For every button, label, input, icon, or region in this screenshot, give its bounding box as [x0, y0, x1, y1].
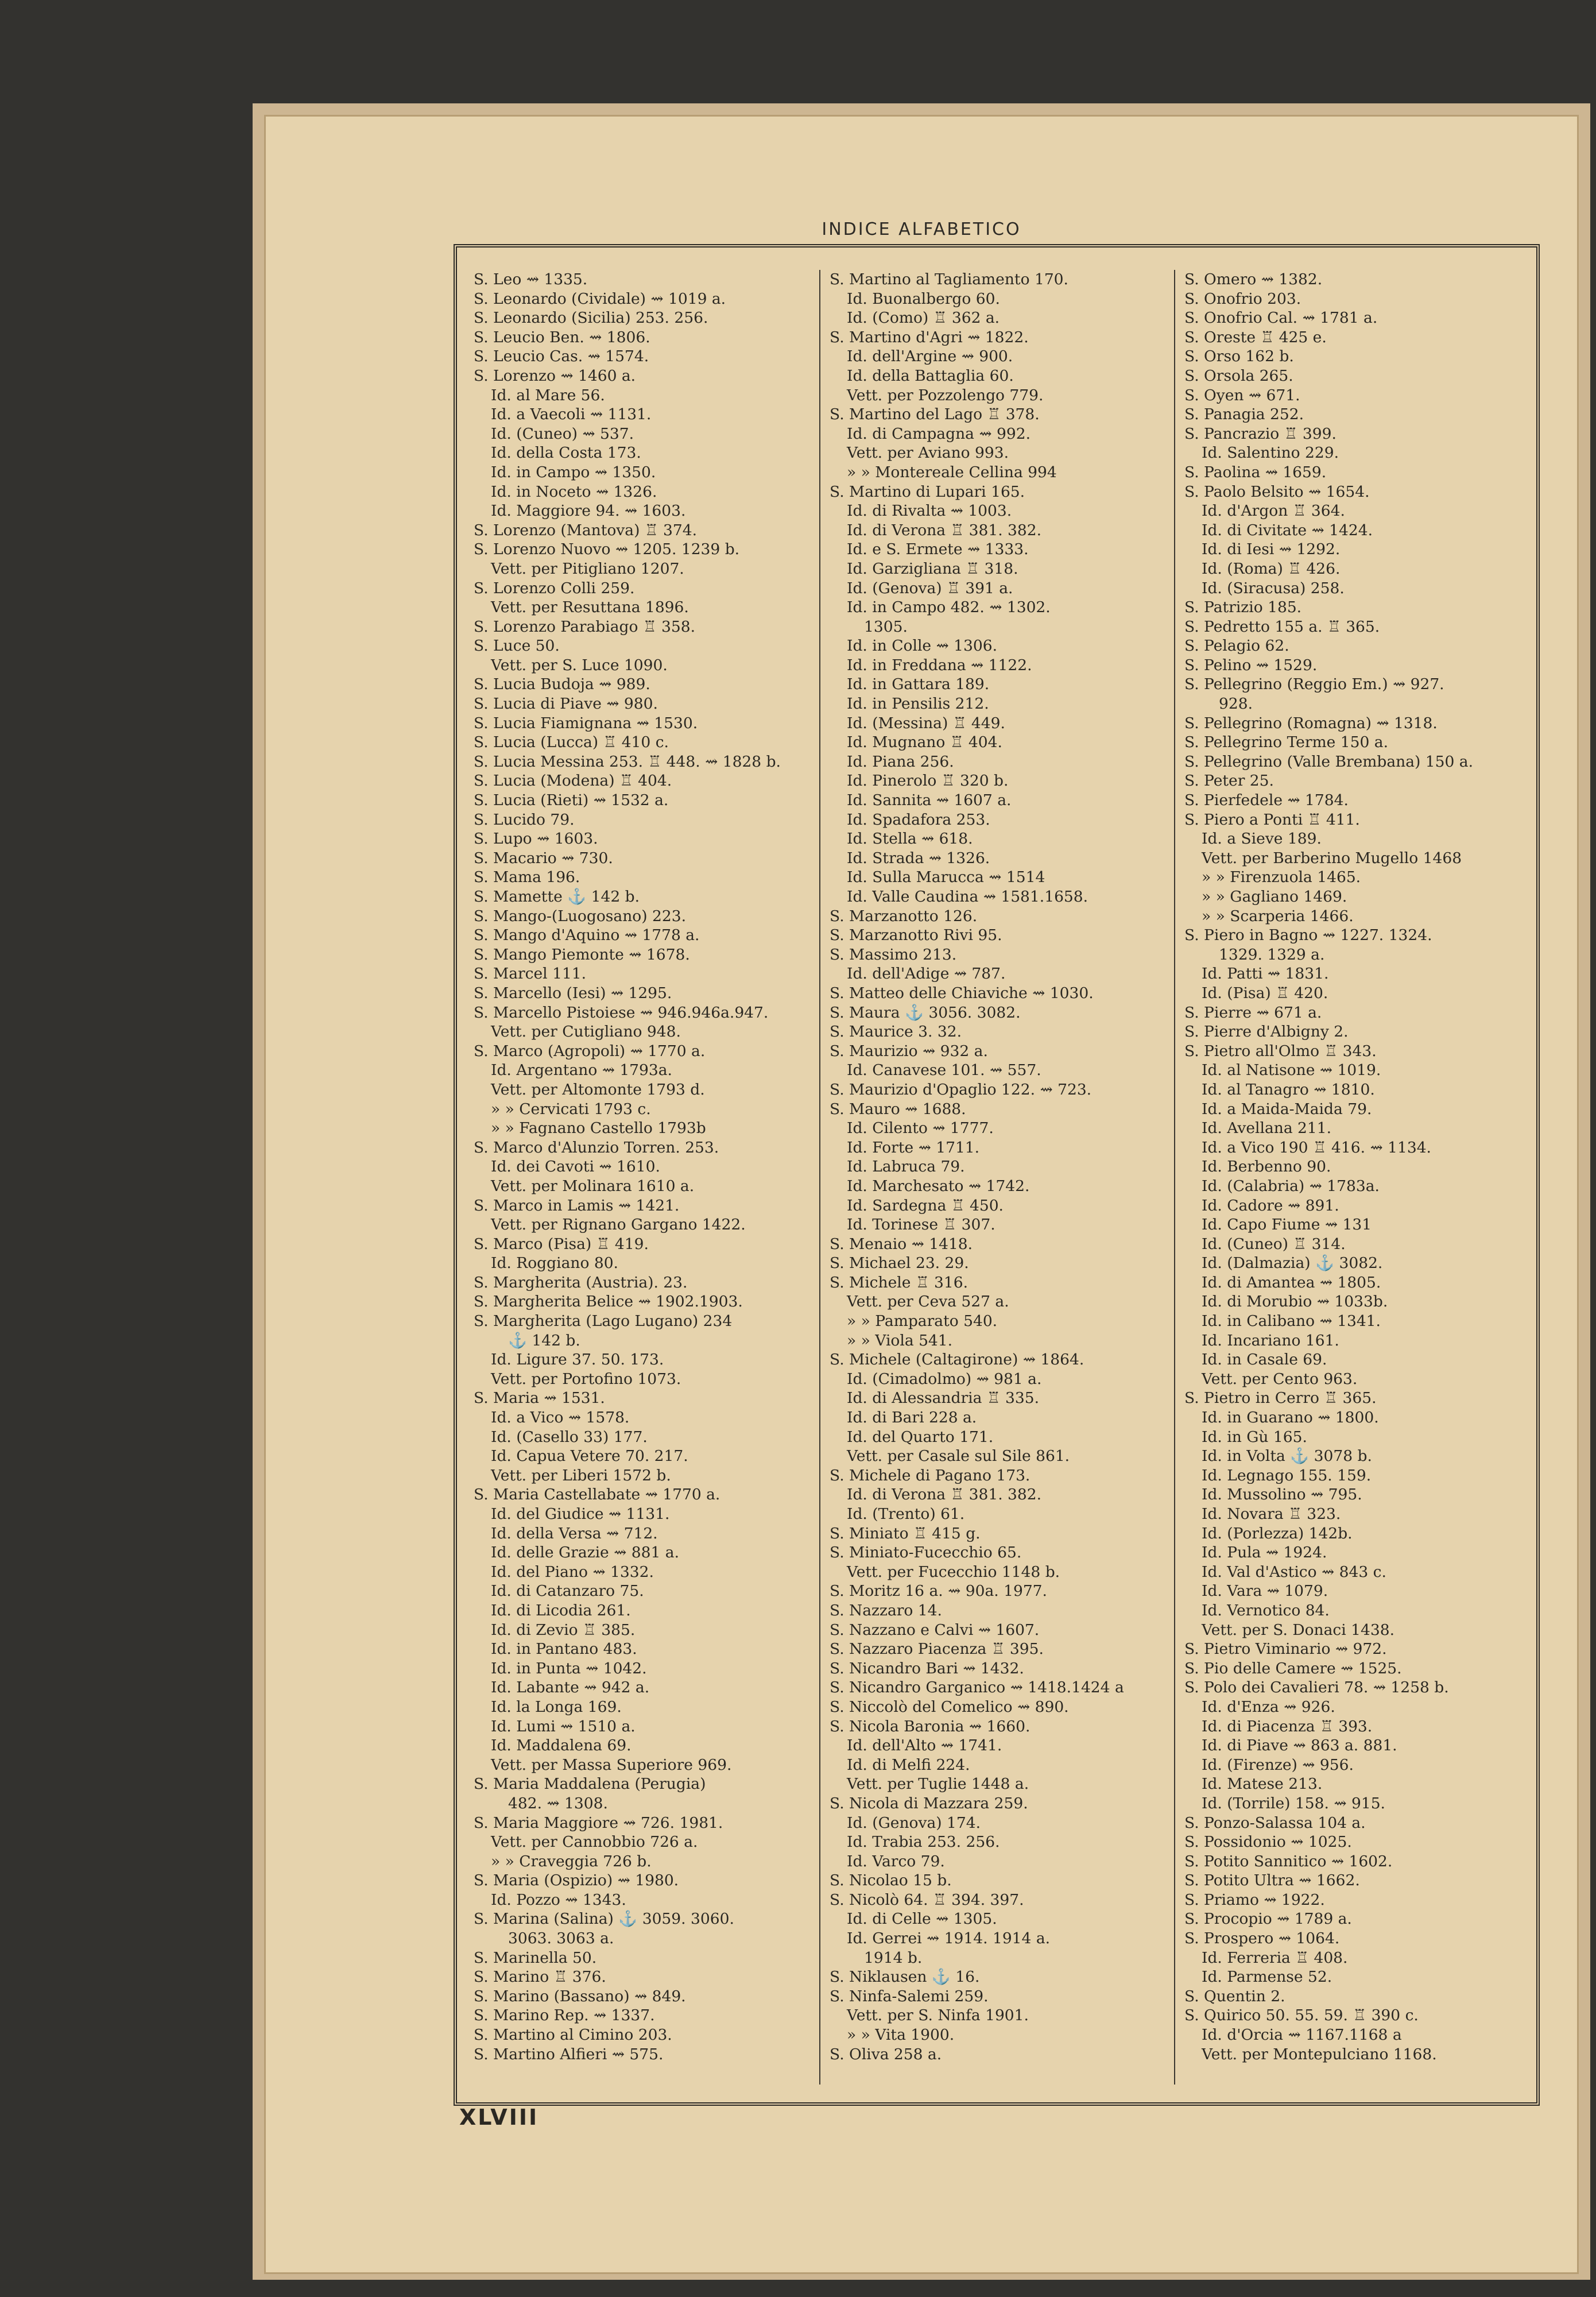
- index-entry: S. Marco d'Alunzio Torren. 253.: [474, 1138, 719, 1157]
- index-entry: Id. Matese 213.: [1202, 1775, 1323, 1793]
- index-entry: S. Pierre ⇝ 671 a.: [1184, 1003, 1322, 1022]
- index-entry: S. Margherita Belice ⇝ 1902.1903.: [474, 1293, 743, 1311]
- index-entry: Id. Maggiore 94. ⇝ 1603.: [491, 502, 686, 520]
- index-entry: S. Pedretto 155 a. ♖ 365.: [1184, 617, 1380, 636]
- index-entry: S. Pellegrino (Reggio Em.) ⇝ 927.: [1184, 675, 1444, 694]
- index-entry: Id. di Zevio ♖ 385.: [491, 1621, 636, 1639]
- index-entry: Vett. per Cento 963.: [1202, 1370, 1358, 1388]
- index-entry: Id. Berbenno 90.: [1202, 1158, 1331, 1176]
- index-entry: Id. Canavese 101. ⇝ 557.: [847, 1061, 1041, 1080]
- index-entry: S. Martino al Cimino 203.: [474, 2026, 672, 2044]
- index-entry: Vett. per Aviano 993.: [847, 444, 1009, 462]
- index-entry: S. Pellegrino (Valle Brembana) 150 a.: [1184, 752, 1474, 771]
- index-entry: Vett. per Fucecchio 1148 b.: [847, 1563, 1060, 1581]
- index-entry: Id. in Pantano 483.: [491, 1640, 637, 1658]
- index-entry: 3063. 3063 a.: [508, 1929, 614, 1948]
- index-entry: S. Mama 196.: [474, 868, 580, 887]
- index-entry: Vett. per Molinara 1610 a.: [491, 1177, 695, 1195]
- index-entry: S. Ponzo-Salassa 104 a.: [1184, 1813, 1366, 1832]
- index-entry: S. Mauro ⇝ 1688.: [830, 1100, 966, 1118]
- index-entry: ⚓ 142 b.: [508, 1331, 580, 1349]
- index-entry: S. Luce 50.: [474, 637, 560, 655]
- index-entry: Id. Mugnano ♖ 404.: [847, 733, 1002, 752]
- index-entry: Vett. per Liberi 1572 b.: [491, 1466, 671, 1484]
- index-entry: Id. Pula ⇝ 1924.: [1202, 1544, 1327, 1562]
- index-entry: Id. (Siracusa) 258.: [1202, 579, 1345, 597]
- index-entry: Id. d'Enza ⇝ 926.: [1202, 1697, 1335, 1716]
- index-entry: S. Macario ⇝ 730.: [474, 849, 613, 867]
- index-entry: Id. Torinese ♖ 307.: [847, 1216, 995, 1234]
- index-entry: S. Onofrio 203.: [1184, 289, 1301, 308]
- index-entry: » » Pamparato 540.: [847, 1312, 998, 1331]
- index-entry: S. Lorenzo Nuovo ⇝ 1205. 1239 b.: [474, 540, 740, 559]
- index-entry: S. Lupo ⇝ 1603.: [474, 830, 598, 848]
- index-entry: S. Martino Alfieri ⇝ 575.: [474, 2045, 664, 2063]
- page-header: INDICE ALFABETICO: [822, 219, 1021, 239]
- index-entry: Id. Pozzo ⇝ 1343.: [491, 1890, 626, 1909]
- index-entry: S. Orsola 265.: [1184, 366, 1293, 385]
- index-entry: S. Marco (Pisa) ♖ 419.: [474, 1235, 649, 1253]
- index-entry: S. Martino d'Agri ⇝ 1822.: [830, 328, 1029, 346]
- index-entry: S. Maria Castellabate ⇝ 1770 a.: [474, 1486, 720, 1504]
- index-entry: Vett. per Montepulciano 1168.: [1202, 2045, 1437, 2063]
- index-entry: S. Lorenzo Parabiago ♖ 358.: [474, 617, 696, 636]
- index-entry: S. Lorenzo Colli 259.: [474, 579, 635, 597]
- index-entry: Id. in Volta ⚓ 3078 b.: [1202, 1447, 1372, 1465]
- index-entry: Id. di Piave ⇝ 863 a. 881.: [1202, 1737, 1397, 1755]
- index-entry: S. Marino (Bassano) ⇝ 849.: [474, 1987, 686, 2005]
- index-entry: Id. Spadafora 253.: [847, 810, 990, 829]
- index-entry: S. Marzanotto 126.: [830, 907, 978, 925]
- index-entry: S. Mango d'Aquino ⇝ 1778 a.: [474, 926, 700, 945]
- index-entry: Vett. per Altomonte 1793 d.: [491, 1080, 705, 1099]
- index-entry: Id. a Sieve 189.: [1202, 830, 1322, 848]
- index-entry: S. Marcello (Iesi) ⇝ 1295.: [474, 984, 672, 1002]
- index-entry: Id. Pinerolo ♖ 320 b.: [847, 772, 1009, 790]
- index-entry: Id. Roggiano 80.: [491, 1254, 618, 1273]
- index-entry: Id. di Civitate ⇝ 1424.: [1202, 521, 1373, 539]
- index-entry: S. Maria ⇝ 1531.: [474, 1389, 605, 1407]
- index-entry: Id. d'Argon ♖ 364.: [1202, 502, 1345, 520]
- index-entry: Id. Capo Fiume ⇝ 131: [1202, 1216, 1372, 1234]
- index-entry: Id. dei Cavoti ⇝ 1610.: [491, 1158, 660, 1176]
- index-entry: Id. dell'Argine ⇝ 900.: [847, 347, 1013, 366]
- index-entry: S. Lucia (Modena) ♖ 404.: [474, 772, 672, 790]
- index-entry: S. Polo dei Cavalieri 78. ⇝ 1258 b.: [1184, 1679, 1449, 1697]
- index-entry: Id. (Torrile) 158. ⇝ 915.: [1202, 1794, 1385, 1812]
- index-entry: S. Mamette ⚓ 142 b.: [474, 888, 640, 906]
- index-column-1: [474, 270, 804, 2064]
- index-entry: S. Leonardo (Sicilia) 253. 256.: [474, 309, 708, 327]
- index-entry: S. Marco (Agropoli) ⇝ 1770 a.: [474, 1042, 706, 1060]
- column-rule-1: [819, 270, 820, 2085]
- index-entry: Id. (Genova) 174.: [847, 1813, 981, 1832]
- index-entry: S. Miniato-Fucecchio 65.: [830, 1544, 1022, 1562]
- index-entry: Id. Legnago 155. 159.: [1202, 1466, 1372, 1484]
- index-entry: S. Pierre d'Albigny 2.: [1184, 1023, 1349, 1041]
- index-entry: Id. al Mare 56.: [491, 386, 605, 404]
- index-entry: S. Nicola di Mazzara 259.: [830, 1794, 1028, 1812]
- index-entry: Id. Ligure 37. 50. 173.: [491, 1351, 664, 1369]
- index-column-3: [1184, 270, 1523, 2064]
- index-entry: Id. Vernotico 84.: [1202, 1601, 1330, 1619]
- index-entry: S. Possidonio ⇝ 1025.: [1184, 1833, 1352, 1851]
- index-entry: Id. di Melfi 224.: [847, 1755, 970, 1774]
- index-entry: » » Viola 541.: [847, 1331, 953, 1349]
- index-entry: S. Menaio ⇝ 1418.: [830, 1235, 973, 1253]
- page-number: XLVIII: [459, 2105, 539, 2130]
- index-entry: S. Oliva 258 a.: [830, 2045, 942, 2063]
- index-entry: Vett. per Resuttana 1896.: [491, 598, 689, 617]
- index-entry: Id. Vara ⇝ 1079.: [1202, 1582, 1328, 1600]
- index-entry: Id. in Pensilis 212.: [847, 695, 989, 713]
- index-entry: S. Quentin 2.: [1184, 1987, 1285, 2005]
- index-entry: S. Marina (Salina) ⚓ 3059. 3060.: [474, 1910, 734, 1928]
- index-entry: S. Martino del Lago ♖ 378.: [830, 405, 1040, 424]
- index-entry: Id. Buonalbergo 60.: [847, 289, 1000, 308]
- index-entry: S. Leucio Ben. ⇝ 1806.: [474, 328, 650, 346]
- index-entry: Id. Lumi ⇝ 1510 a.: [491, 1717, 636, 1735]
- index-entry: S. Maria (Ospizio) ⇝ 1980.: [474, 1871, 679, 1890]
- index-entry: Id. in Punta ⇝ 1042.: [491, 1659, 647, 1677]
- index-entry: Id. in Calibano ⇝ 1341.: [1202, 1312, 1381, 1331]
- index-entry: S. Piero a Ponti ♖ 411.: [1184, 810, 1360, 829]
- index-entry: Id. (Casello 33) 177.: [491, 1428, 648, 1446]
- index-entry: Id. di Licodia 261.: [491, 1601, 631, 1619]
- index-entry: Vett. per Pozzolengo 779.: [847, 386, 1044, 404]
- index-entry: Id. in Gù 165.: [1202, 1428, 1307, 1446]
- index-entry: Vett. per Casale sul Sile 861.: [847, 1447, 1070, 1465]
- index-entry: S. Pelino ⇝ 1529.: [1184, 656, 1318, 674]
- index-entry: S. Maria Maddalena (Perugia): [474, 1775, 706, 1793]
- index-entry: Id. di Campagna ⇝ 992.: [847, 424, 1031, 443]
- index-entry: Id. in Campo 482. ⇝ 1302.: [847, 598, 1051, 617]
- index-entry: Id. (Dalmazia) ⚓ 3082.: [1202, 1254, 1383, 1273]
- index-entry: Id. al Natisone ⇝ 1019.: [1202, 1061, 1381, 1080]
- index-entry: Id. di Rivalta ⇝ 1003.: [847, 502, 1012, 520]
- index-entry: Id. a Vico 190 ♖ 416. ⇝ 1134.: [1202, 1138, 1431, 1157]
- index-entry: » » Gagliano 1469.: [1202, 888, 1347, 906]
- index-entry: S. Mango-(Luogosano) 223.: [474, 907, 686, 925]
- index-entry: Id. della Costa 173.: [491, 444, 641, 462]
- index-entry: Id. Valle Caudina ⇝ 1581.1658.: [847, 888, 1088, 906]
- index-entry: S. Maurice 3. 32.: [830, 1023, 962, 1041]
- index-entry: Id. (Firenze) ⇝ 956.: [1202, 1755, 1354, 1774]
- index-entry: Id. Avellana 211.: [1202, 1119, 1332, 1138]
- index-entry: Id. di Morubio ⇝ 1033b.: [1202, 1293, 1388, 1311]
- index-entry: Id. in Noceto ⇝ 1326.: [491, 482, 657, 501]
- index-entry: S. Marinella 50.: [474, 1948, 597, 1967]
- index-entry: Id. dell'Adige ⇝ 787.: [847, 965, 1006, 983]
- index-entry: S. Marino ♖ 376.: [474, 1968, 606, 1986]
- index-entry: Id. (Messina) ♖ 449.: [847, 714, 1005, 732]
- index-entry: Id. di Amantea ⇝ 1805.: [1202, 1273, 1381, 1291]
- index-entry: S. Nicolao 15 b.: [830, 1871, 952, 1890]
- column-rule-2: [1174, 270, 1175, 2085]
- index-entry: S. Leo ⇝ 1335.: [474, 270, 588, 288]
- index-entry: S. Lorenzo ⇝ 1460 a.: [474, 366, 636, 385]
- index-entry: S. Mango Piemonte ⇝ 1678.: [474, 945, 690, 964]
- index-entry: Id. di Verona ♖ 381. 382.: [847, 521, 1042, 539]
- index-entry: S. Moritz 16 a. ⇝ 90a. 1977.: [830, 1582, 1047, 1600]
- index-entry: Id. di Alessandria ♖ 335.: [847, 1389, 1040, 1407]
- index-entry: Id. a Vaecoli ⇝ 1131.: [491, 405, 652, 424]
- index-entry: S. Maria Maggiore ⇝ 726. 1981.: [474, 1813, 723, 1832]
- index-entry: S. Procopio ⇝ 1789 a.: [1184, 1910, 1352, 1928]
- index-entry: S. Potito Sannitico ⇝ 1602.: [1184, 1852, 1393, 1870]
- index-entry: S. Pio delle Camere ⇝ 1525.: [1184, 1659, 1402, 1677]
- index-entry: Id. di Catanzaro 75.: [491, 1582, 644, 1600]
- index-entry: 1305.: [864, 617, 908, 636]
- index-entry: Id. al Tanagro ⇝ 1810.: [1202, 1080, 1375, 1099]
- index-entry: Id. Incariano 161.: [1202, 1331, 1339, 1349]
- index-entry: Id. Forte ⇝ 1711.: [847, 1138, 980, 1157]
- index-entry: 1329. 1329 a.: [1219, 945, 1325, 964]
- index-entry: » » Firenzuola 1465.: [1202, 868, 1361, 887]
- index-entry: » » Vita 1900.: [847, 2026, 955, 2044]
- index-entry: Id. del Giudice ⇝ 1131.: [491, 1505, 670, 1523]
- index-entry: Id. Gerrei ⇝ 1914. 1914 a.: [847, 1929, 1051, 1948]
- index-entry: Id. d'Orcia ⇝ 1167.1168 a: [1202, 2026, 1402, 2044]
- index-entry: Id. della Battaglia 60.: [847, 366, 1014, 385]
- index-entry: Id. Sulla Marucca ⇝ 1514: [847, 868, 1045, 887]
- index-entry: Id. a Maida-Maida 79.: [1202, 1100, 1372, 1118]
- index-entry: S. Lucia Messina 253. ♖ 448. ⇝ 1828 b.: [474, 752, 781, 771]
- index-entry: S. Pelagio 62.: [1184, 637, 1289, 655]
- index-entry: S. Quirico 50. 55. 59. ♖ 390 c.: [1184, 2006, 1419, 2025]
- index-entry: S. Marzanotto Rivi 95.: [830, 926, 1002, 945]
- index-entry: Id. di Celle ⇝ 1305.: [847, 1910, 997, 1928]
- index-entry: S. Margherita (Austria). 23.: [474, 1273, 688, 1291]
- index-entry: S. Omero ⇝ 1382.: [1184, 270, 1323, 288]
- index-entry: Id. Trabia 253. 256.: [847, 1833, 1000, 1851]
- index-entry: S. Pierfedele ⇝ 1784.: [1184, 791, 1349, 810]
- index-entry: Id. di Piacenza ♖ 393.: [1202, 1717, 1373, 1735]
- index-entry: Id. Stella ⇝ 618.: [847, 830, 973, 848]
- index-entry: Id. Capua Vetere 70. 217.: [491, 1447, 688, 1465]
- index-entry: Id. Strada ⇝ 1326.: [847, 849, 990, 867]
- index-entry: Id. di Iesi ⇝ 1292.: [1202, 540, 1341, 559]
- index-entry: S. Lucia (Rieti) ⇝ 1532 a.: [474, 791, 669, 810]
- index-entry: Vett. per S. Donaci 1438.: [1202, 1621, 1394, 1639]
- index-entry: S. Pancrazio ♖ 399.: [1184, 424, 1337, 443]
- index-entry: S. Lucia Budoja ⇝ 989.: [474, 675, 650, 694]
- index-entry: 1914 b.: [864, 1948, 923, 1967]
- index-entry: Vett. per Ceva 527 a.: [847, 1293, 1009, 1311]
- index-entry: Vett. per S. Ninfa 1901.: [847, 2006, 1029, 2025]
- index-entry: Id. Piana 256.: [847, 752, 954, 771]
- index-entry: S. Matteo delle Chiaviche ⇝ 1030.: [830, 984, 1094, 1002]
- index-entry: Id. in Colle ⇝ 1306.: [847, 637, 998, 655]
- index-entry: S. Marcel 111.: [474, 965, 587, 983]
- index-entry: S. Martino di Lupari 165.: [830, 482, 1025, 501]
- index-entry: S. Margherita (Lago Lugano) 234: [474, 1312, 733, 1331]
- index-entry: S. Marino Rep. ⇝ 1337.: [474, 2006, 655, 2025]
- index-entry: Id. Patti ⇝ 1831.: [1202, 965, 1329, 983]
- index-entry: Id. la Longa 169.: [491, 1697, 622, 1716]
- index-entry: S. Maura ⚓ 3056. 3082.: [830, 1003, 1021, 1022]
- index-entry: Id. di Verona ♖ 381. 382.: [847, 1486, 1042, 1504]
- index-entry: Id. Maddalena 69.: [491, 1737, 632, 1755]
- index-entry: Id. Sardegna ♖ 450.: [847, 1196, 1004, 1215]
- index-entry: S. Nazzano e Calvi ⇝ 1607.: [830, 1621, 1040, 1639]
- index-entry: Id. delle Grazie ⇝ 881 a.: [491, 1544, 680, 1562]
- index-entry: S. Niklausen ⚓ 16.: [830, 1968, 980, 1986]
- index-entry: Id. Parmense 52.: [1202, 1968, 1332, 1986]
- index-entry: Id. Cadore ⇝ 891.: [1202, 1196, 1339, 1215]
- index-entry: S. Pietro Viminario ⇝ 972.: [1184, 1640, 1387, 1658]
- index-entry: Vett. per Pitigliano 1207.: [491, 559, 684, 578]
- index-entry: S. Nicandro Garganico ⇝ 1418.1424 a: [830, 1679, 1124, 1697]
- index-entry: S. Leonardo (Cividale) ⇝ 1019 a.: [474, 289, 726, 308]
- index-entry: Id. (Trento) 61.: [847, 1505, 965, 1523]
- index-entry: Id. in Guarano ⇝ 1800.: [1202, 1409, 1379, 1427]
- index-entry: Id. (Cimadolmo) ⇝ 981 a.: [847, 1370, 1042, 1388]
- index-column-2: [830, 270, 1157, 2064]
- index-entry: Id. Garzigliana ♖ 318.: [847, 559, 1018, 578]
- index-entry: 928.: [1219, 695, 1253, 713]
- index-entry: Id. (Calabria) ⇝ 1783a.: [1202, 1177, 1380, 1195]
- index-entry: Id. (Genova) ♖ 391 a.: [847, 579, 1013, 597]
- index-entry: S. Ninfa-Salemi 259.: [830, 1987, 989, 2005]
- index-entry: S. Pietro all'Olmo ♖ 343.: [1184, 1042, 1377, 1060]
- index-entry: Vett. per Barberino Mugello 1468: [1202, 849, 1462, 867]
- index-entry: S. Pellegrino (Romagna) ⇝ 1318.: [1184, 714, 1438, 732]
- index-entry: Id. (Porlezza) 142b.: [1202, 1524, 1353, 1542]
- index-entry: S. Maurizio d'Opaglio 122. ⇝ 723.: [830, 1080, 1092, 1099]
- index-entry: Id. Varco 79.: [847, 1852, 945, 1870]
- index-entry: S. Lucia di Piave ⇝ 980.: [474, 695, 658, 713]
- index-entry: Vett. per Cannobbio 726 a.: [491, 1833, 698, 1851]
- index-entry: S. Maurizio ⇝ 932 a.: [830, 1042, 988, 1060]
- index-entry: Id. di Bari 228 a.: [847, 1409, 977, 1427]
- index-entry: S. Patrizio 185.: [1184, 598, 1302, 617]
- index-entry: S. Michele (Caltagirone) ⇝ 1864.: [830, 1351, 1084, 1369]
- index-entry: Id. Marchesato ⇝ 1742.: [847, 1177, 1030, 1195]
- index-entry: » » Fagnano Castello 1793b: [491, 1119, 706, 1138]
- index-entry: Id. (Pisa) ♖ 420.: [1202, 984, 1328, 1002]
- index-entry: S. Onofrio Cal. ⇝ 1781 a.: [1184, 309, 1378, 327]
- index-entry: 482. ⇝ 1308.: [508, 1794, 608, 1812]
- index-entry: Vett. per Rignano Gargano 1422.: [491, 1216, 746, 1234]
- index-entry: Id. del Piano ⇝ 1332.: [491, 1563, 654, 1581]
- index-entry: Id. Cilento ⇝ 1777.: [847, 1119, 994, 1138]
- index-entry: S. Paolo Belsito ⇝ 1654.: [1184, 482, 1370, 501]
- index-entry: S. Panagia 252.: [1184, 405, 1304, 424]
- index-entry: Id. Ferreria ♖ 408.: [1202, 1948, 1348, 1967]
- index-entry: Id. (Cuneo) ♖ 314.: [1202, 1235, 1346, 1253]
- index-entry: S. Orso 162 b.: [1184, 347, 1294, 366]
- index-entry: S. Leucio Cas. ⇝ 1574.: [474, 347, 649, 366]
- index-entry: Vett. per Massa Superiore 969.: [491, 1755, 732, 1774]
- index-entry: S. Nazzaro Piacenza ♖ 395.: [830, 1640, 1044, 1658]
- index-entry: S. Pellegrino Terme 150 a.: [1184, 733, 1388, 752]
- index-entry: S. Lucia Fiamignana ⇝ 1530.: [474, 714, 698, 732]
- index-entry: S. Michele ♖ 316.: [830, 1273, 969, 1291]
- index-entry: Id. in Campo ⇝ 1350.: [491, 463, 656, 481]
- index-entry: Id. Mussolino ⇝ 795.: [1202, 1486, 1362, 1504]
- index-entry: Id. in Gattara 189.: [847, 675, 990, 694]
- index-entry: » » Scarperia 1466.: [1202, 907, 1354, 925]
- index-entry: S. Nazzaro 14.: [830, 1601, 942, 1619]
- index-entry: Id. in Freddana ⇝ 1122.: [847, 656, 1032, 674]
- index-entry: S. Oyen ⇝ 671.: [1184, 386, 1300, 404]
- index-entry: Id. in Casale 69.: [1202, 1351, 1327, 1369]
- index-entry: Id. Labante ⇝ 942 a.: [491, 1679, 650, 1697]
- index-entry: S. Niccolò del Comelico ⇝ 890.: [830, 1697, 1069, 1716]
- index-entry: S. Marcello Pistoiese ⇝ 946.946a.947.: [474, 1003, 769, 1022]
- index-entry: S. Miniato ♖ 415 g.: [830, 1524, 981, 1542]
- index-entry: Id. Salentino 229.: [1202, 444, 1339, 462]
- index-entry: Id. Sannita ⇝ 1607 a.: [847, 791, 1012, 810]
- index-entry: » » Craveggia 726 b.: [491, 1852, 652, 1870]
- index-entry: Vett. per S. Luce 1090.: [491, 656, 668, 674]
- index-entry: S. Marco in Lamis ⇝ 1421.: [474, 1196, 680, 1215]
- index-entry: Id. (Como) ♖ 362 a.: [847, 309, 1000, 327]
- index-entry: Id. Novara ♖ 323.: [1202, 1505, 1341, 1523]
- index-entry: S. Oreste ♖ 425 e.: [1184, 328, 1327, 346]
- index-entry: Id. Val d'Astico ⇝ 843 c.: [1202, 1563, 1386, 1581]
- index-entry: S. Prospero ⇝ 1064.: [1184, 1929, 1340, 1948]
- index-entry: » » Cervicati 1793 c.: [491, 1100, 651, 1118]
- index-entry: Id. Labruca 79.: [847, 1158, 965, 1176]
- index-entry: Vett. per Tuglie 1448 a.: [847, 1775, 1029, 1793]
- index-entry: Vett. per Portofino 1073.: [491, 1370, 681, 1388]
- index-entry: Id. a Vico ⇝ 1578.: [491, 1409, 630, 1427]
- index-entry: S. Pietro in Cerro ♖ 365.: [1184, 1389, 1377, 1407]
- index-entry: S. Lucia (Lucca) ♖ 410 c.: [474, 733, 669, 752]
- index-entry: Id. e S. Ermete ⇝ 1333.: [847, 540, 1029, 559]
- index-entry: S. Nicandro Bari ⇝ 1432.: [830, 1659, 1024, 1677]
- index-entry: Id. del Quarto 171.: [847, 1428, 994, 1446]
- index-entry: Vett. per Cutigliano 948.: [491, 1023, 681, 1041]
- index-entry: S. Nicolò 64. ♖ 394. 397.: [830, 1890, 1024, 1909]
- index-entry: S. Potito Ultra ⇝ 1662.: [1184, 1871, 1360, 1890]
- index-entry: S. Michele di Pagano 173.: [830, 1466, 1031, 1484]
- index-entry: S. Lorenzo (Mantova) ♖ 374.: [474, 521, 698, 539]
- index-entry: S. Priamo ⇝ 1922.: [1184, 1890, 1325, 1909]
- index-entry: Id. Argentano ⇝ 1793a.: [491, 1061, 672, 1080]
- index-entry: » » Montereale Cellina 994: [847, 463, 1057, 481]
- index-entry: S. Massimo 213.: [830, 945, 957, 964]
- index-entry: S. Piero in Bagno ⇝ 1227. 1324.: [1184, 926, 1432, 945]
- index-entry: Id. (Cuneo) ⇝ 537.: [491, 424, 634, 443]
- index-entry: Id. della Versa ⇝ 712.: [491, 1524, 658, 1542]
- index-entry: S. Peter 25.: [1184, 772, 1274, 790]
- index-entry: S. Paolina ⇝ 1659.: [1184, 463, 1327, 481]
- index-entry: Id. (Roma) ♖ 426.: [1202, 559, 1341, 578]
- index-entry: S. Lucido 79.: [474, 810, 575, 829]
- index-entry: Id. dell'Alto ⇝ 1741.: [847, 1737, 1002, 1755]
- index-entry: S. Nicola Baronia ⇝ 1660.: [830, 1717, 1031, 1735]
- index-entry: S. Martino al Tagliamento 170.: [830, 270, 1068, 288]
- index-entry: S. Michael 23. 29.: [830, 1254, 969, 1273]
